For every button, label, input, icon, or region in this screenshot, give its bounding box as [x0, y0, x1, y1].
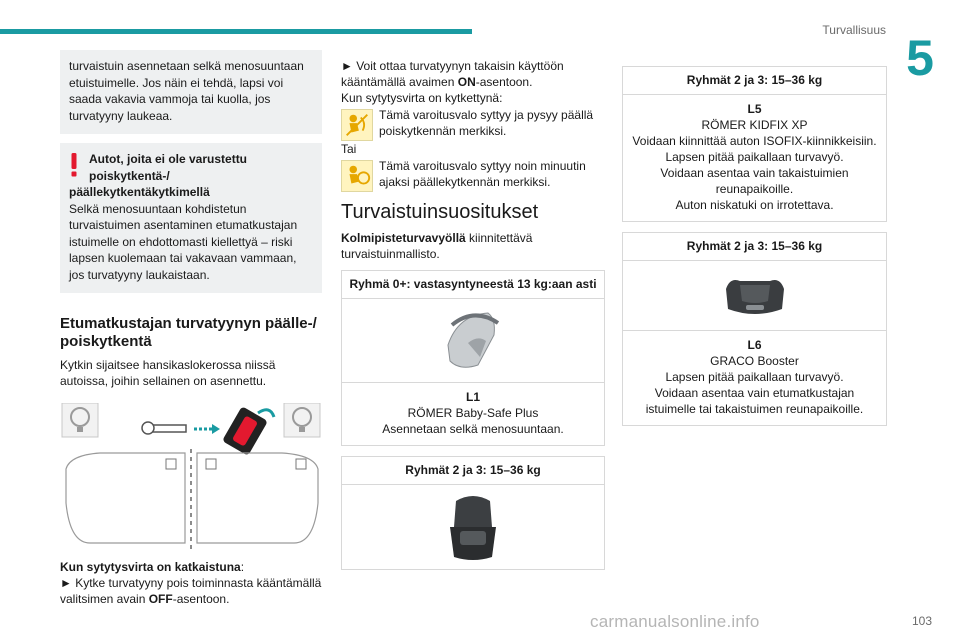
seat-line: Lapsen pitää paikallaan turvavyö.: [665, 370, 844, 384]
section-title: Turvallisuus: [822, 23, 886, 37]
warning-title-cont: päällekytkentäkytkimellä: [69, 185, 210, 199]
off-key-label: OFF: [148, 592, 173, 606]
on-step-text: [341, 58, 605, 90]
recommendations-heading: Turvaistuinsuositukset: [341, 201, 539, 223]
header-accent-bar: [0, 29, 472, 34]
seat-line: Auton niskatuki on irrotettava.: [675, 198, 834, 212]
recommendations-bold: Kolmipisteturvavyöllä: [341, 231, 466, 245]
seat-model: RÖMER KIDFIX XP: [701, 118, 808, 132]
warning-light-on-text: Tämä varoitusvalo syttyy noin minuutin ajaksi päällekytkennän merkiksi.: [379, 159, 586, 189]
warning-body: Selkä menosuuntaan kohdistetun turvaistuimen asentaminen etumatkustajan istuimelle on ehdottomasti kiellettyä – riski lapsen kuolemaan tai vakavaan vammaan, jos turvatyyny laukaistaan.: [69, 201, 298, 282]
baby-seat-image: [342, 299, 604, 383]
airbag-switch-heading: Etumatkustajan turvatyynyn päälle-/ poiskytkentä: [60, 315, 317, 350]
ignition-off-text: [60, 559, 322, 607]
airbag-off-warning-light-icon: [341, 109, 373, 141]
chapter-number: 5: [906, 30, 934, 86]
card-body: [623, 95, 886, 221]
warning-light-off-text: Tämä varoitusvalo syttyy ja pysyy päällä poiskytkennän merkiksi.: [379, 108, 594, 138]
seat-model: RÖMER Baby-Safe Plus: [407, 406, 539, 420]
seat-card-l6: [622, 232, 887, 426]
off-step-text: ► Kytke turvatyyny pois toiminnasta kääntämällä valitsimen avain: [60, 576, 322, 606]
warning-light-off-row: [341, 107, 605, 141]
seat-model: GRACO Booster: [710, 354, 799, 368]
ignition-on-text: Kun sytytysvirta on kytkettynä:: [341, 91, 503, 105]
seat-note: Asennetaan selkä menosuuntaan.: [382, 422, 564, 436]
ignition-off-label: Kun sytytysvirta on katkaistuna: [60, 560, 241, 574]
seat-card-l5: [622, 66, 887, 222]
off-step-suffix: -asentoon.: [172, 592, 230, 606]
column-left: [60, 50, 322, 607]
card-group-heading: Ryhmät 2 ja 3: 15–36 kg: [623, 233, 886, 261]
seat-card-l5-image: [341, 456, 605, 570]
seat-card-l1: [341, 270, 605, 446]
warning-box: [60, 143, 322, 293]
seat-code: L1: [465, 390, 480, 404]
warning-light-on-row: [341, 158, 605, 192]
on-key-label: ON: [457, 75, 476, 89]
switch-location-text: Kytkin sijaitsee hansikaslokerossa niissä autoissa, joihin sellainen on asennettu.: [60, 358, 276, 388]
card-group-heading: Ryhmät 2 ja 3: 15–36 kg: [342, 457, 604, 485]
seat-line: Voidaan asentaa vain takaistuimien reunapaikoille.: [660, 166, 849, 196]
airbag-on-warning-light-icon: [341, 160, 373, 192]
card-group-heading: Ryhmä 0+: vastasyntyneestä 13 kg:aan asti: [342, 271, 604, 299]
seat-line: Voidaan kiinnittää auton ISOFIX-kiinnikkeisiin.: [632, 134, 877, 148]
page-number: 103: [911, 614, 932, 628]
booster-seat-image: [342, 485, 604, 569]
ignition-off-colon: :: [240, 560, 245, 574]
card-body: [623, 331, 886, 425]
seat-line: Lapsen pitää paikallaan turvavyö.: [665, 150, 844, 164]
card-group-heading: Ryhmät 2 ja 3: 15–36 kg: [623, 67, 886, 95]
recommendations-intro: [341, 230, 605, 262]
card-body: [342, 383, 604, 445]
exclamation-icon: [69, 153, 79, 177]
on-step-prefix: ► Voit ottaa turvatyynyn takaisin käyttöön kääntämällä avaimen: [341, 59, 564, 89]
column-right: [622, 66, 887, 426]
seat-code: L6: [747, 338, 762, 352]
on-step-suffix: -asentoon.: [475, 75, 533, 89]
seat-code: L5: [747, 102, 762, 116]
airbag-switch-illustration: [60, 403, 322, 551]
seat-line: Voidaan asentaa vain etumatkustajan istuimelle tai takaistuimen reunapaikoille.: [645, 386, 864, 416]
recommendations-rest: kiinnitettävä turvaistuinmallisto.: [341, 231, 533, 261]
watermark: carmanualsonline.info: [590, 612, 760, 631]
or-text: Tai: [341, 142, 357, 156]
booster-cushion-image: [623, 261, 886, 331]
info-note-text: turvaistuin asennetaan selkä menosuuntaan etuistuimelle. Jos näin ei tehdä, lapsi voi saada vakavia vammoja tai kuolla, jos turvatyyny laukeaa.: [69, 59, 304, 123]
warning-title: Autot, joita ei ole varustettu poiskytkentä-/: [89, 152, 248, 183]
column-middle: [341, 58, 605, 570]
info-note: [60, 50, 322, 134]
